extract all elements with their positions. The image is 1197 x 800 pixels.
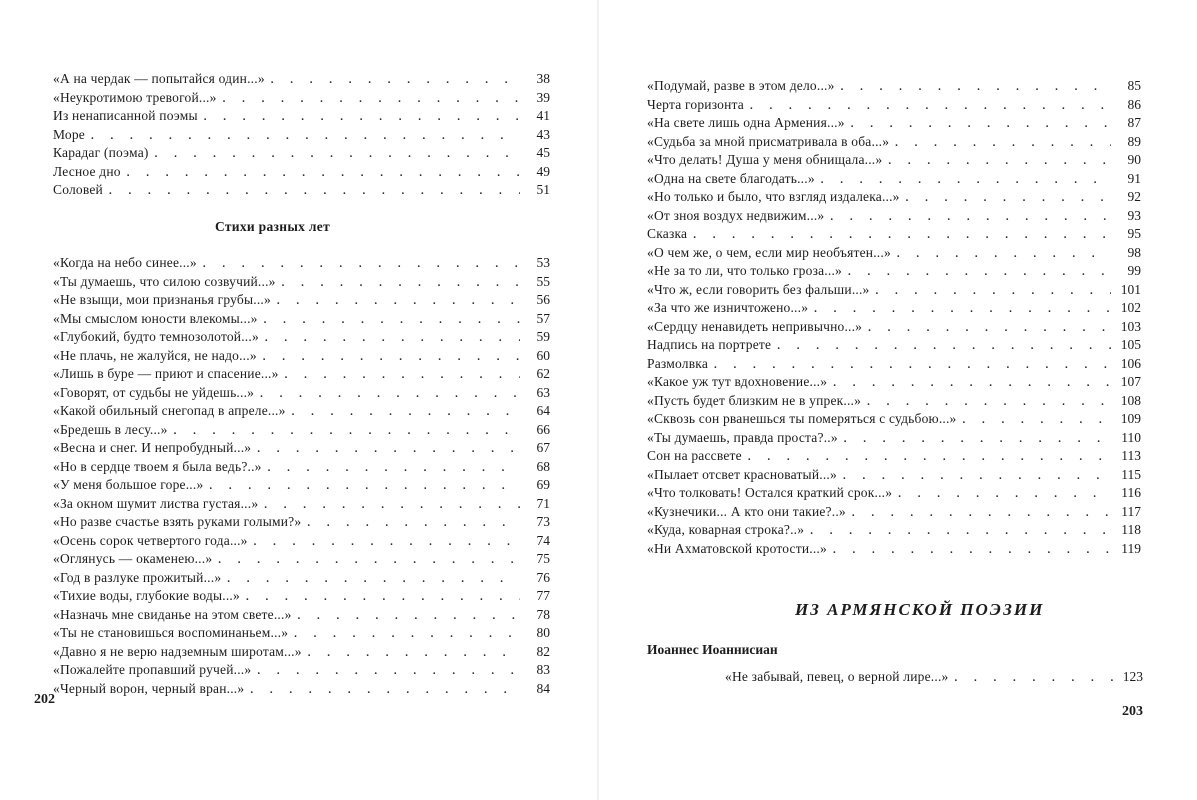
toc-entry	[647, 114, 1141, 133]
toc-entry-page: 38	[536, 71, 550, 86]
toc-entry	[647, 466, 1141, 485]
dot-leader	[851, 115, 1111, 134]
toc-entry-page: 69	[536, 477, 550, 492]
dot-leader	[223, 90, 520, 109]
toc-entry-title: «Какое уж тут вдохновение...»	[647, 374, 828, 389]
toc-entry-title: «На свете лишь одна Армения...»	[647, 115, 845, 130]
toc-entry	[53, 70, 550, 89]
toc-entry	[647, 521, 1141, 540]
toc-entry-page: 89	[1127, 133, 1141, 149]
toc-entry-title: Карадаг (поэма)	[53, 145, 149, 160]
toc-entry-title: «Назначь мне свиданье на этом свете...»	[53, 606, 292, 622]
toc-entry-title: «Но разве счастье взять руками голыми?»	[53, 514, 302, 529]
toc-entry	[53, 273, 550, 292]
toc-entry-title: Соловей	[53, 182, 103, 197]
toc-entry	[647, 207, 1141, 226]
toc-entry-title: «Тихие воды, глубокие воды...»	[53, 588, 240, 603]
dot-leader	[876, 282, 1112, 301]
toc-entry-title: Сон на рассвете	[647, 448, 742, 463]
toc-entry	[647, 299, 1141, 318]
toc-entry-page: 103	[1120, 318, 1141, 334]
dot-leader	[888, 152, 1111, 171]
toc-entry-title: Море	[53, 126, 85, 142]
dot-leader	[814, 300, 1111, 319]
toc-entry	[53, 347, 550, 366]
toc-entry-page: 117	[1121, 503, 1141, 519]
toc-entry-page: 64	[536, 403, 550, 418]
page-number-left: 202	[34, 692, 55, 707]
dot-leader	[292, 403, 520, 422]
toc-entry-page: 116	[1121, 485, 1141, 500]
toc-entry	[647, 77, 1141, 96]
toc-list-top	[53, 70, 550, 200]
toc-entry-title: «Бредешь в лесу...»	[53, 421, 168, 437]
toc-entry-title: «Судьба за мной присматривала в оба...»	[647, 133, 890, 149]
toc-entry	[53, 402, 550, 421]
toc-entry-title: «Не забывай, певец, о верной лире...»	[725, 669, 949, 684]
toc-entry	[647, 225, 1141, 244]
dot-leader	[218, 551, 520, 570]
toc-entry-page: 74	[536, 532, 550, 548]
toc-entry	[53, 365, 550, 384]
toc-entry-page: 105	[1120, 337, 1141, 352]
dot-leader	[830, 208, 1111, 227]
toc-entry	[647, 355, 1141, 374]
toc-entry-page: 90	[1127, 152, 1141, 167]
toc-entry-title: «У меня большое горе...»	[53, 477, 204, 492]
toc-entry	[647, 392, 1141, 411]
toc-entry-title: «Весна и снег. И непробудный...»	[53, 440, 252, 455]
dot-leader	[109, 182, 520, 201]
toc-entry	[53, 569, 550, 588]
dot-leader	[777, 337, 1111, 356]
dot-leader	[833, 541, 1111, 560]
dot-leader	[204, 108, 520, 127]
dot-leader	[264, 496, 520, 515]
toc-entry-page: 123	[1122, 669, 1143, 684]
toc-entry-title: «Не взыщи, мои признанья грубы...»	[53, 292, 271, 307]
toc-entry-page: 102	[1120, 300, 1141, 315]
toc-entry	[53, 421, 550, 440]
toc-entry	[647, 170, 1141, 189]
toc-entry	[647, 151, 1141, 170]
toc-entry-title: «Сквозь сон рванешься ты померяться с судьбою...»	[647, 411, 957, 426]
toc-entry-page: 83	[536, 662, 550, 677]
dot-leader	[852, 504, 1111, 523]
toc-entry-title: «Осень сорок четвертого года...»	[53, 532, 248, 548]
dot-leader	[250, 681, 520, 700]
dot-leader	[285, 366, 520, 385]
dot-leader	[955, 669, 1114, 688]
toc-entry-title: «Но в сердце твоем я была ведь?..»	[53, 458, 262, 474]
toc-entry-title: «Ты думаешь, что силою созвучий...»	[53, 273, 276, 289]
toc-entry-title: «За окном шумит листва густая...»	[53, 495, 259, 511]
dot-leader	[263, 348, 520, 367]
dot-leader	[308, 644, 520, 663]
toc-entry-title: «Что толковать! Остался краткий срок...»	[647, 485, 893, 500]
toc-entry-page: 41	[536, 108, 550, 123]
toc-entry-page: 66	[536, 421, 550, 437]
toc-entry-title: «Пылает отсвет красноватый...»	[647, 466, 837, 482]
toc-list-section	[53, 254, 550, 698]
toc-entry-title: «Подумай, разве в этом дело...»	[647, 78, 835, 93]
toc-entry-title: «Что ж, если говорить без фальши...»	[647, 281, 870, 297]
toc-entry	[53, 661, 550, 680]
toc-entry	[53, 384, 550, 403]
toc-entry-page: 101	[1120, 281, 1141, 297]
dot-leader	[833, 374, 1111, 393]
dot-leader	[843, 467, 1111, 486]
toc-entry	[53, 328, 550, 347]
toc-entry	[53, 680, 550, 699]
toc-entry	[53, 181, 550, 200]
left-page	[0, 0, 598, 800]
dot-leader	[265, 329, 520, 348]
toc-entry	[647, 281, 1141, 300]
dot-leader	[227, 570, 520, 589]
dot-leader	[867, 393, 1111, 412]
toc-entry	[647, 429, 1141, 448]
dot-leader	[693, 226, 1111, 245]
toc-entry-page: 73	[536, 514, 550, 529]
toc-entry	[53, 144, 550, 163]
toc-entry-page: 106	[1120, 355, 1141, 371]
toc-entry	[725, 668, 1143, 687]
dot-leader	[821, 171, 1111, 190]
dot-leader	[268, 459, 520, 478]
toc-entry-title: «Ты не становишься воспоминаньем...»	[53, 625, 289, 640]
toc-entry-title: «Пожалейте пропавший ручей...»	[53, 662, 252, 677]
toc-entry	[647, 410, 1141, 429]
dot-leader	[848, 263, 1111, 282]
toc-entry	[647, 133, 1141, 152]
toc-entry-title: «Черный ворон, черный вран...»	[53, 680, 245, 696]
toc-list-author	[725, 668, 1143, 687]
toc-entry-page: 87	[1127, 115, 1141, 130]
toc-entry-page: 76	[536, 569, 550, 585]
dot-leader	[307, 514, 520, 533]
toc-entry-page: 77	[536, 588, 550, 603]
toc-entry-title: «Что делать! Душа у меня обнищала...»	[647, 152, 883, 167]
dot-leader	[254, 533, 520, 552]
dot-leader	[906, 189, 1111, 208]
main-heading: ИЗ АРМЯНСКОЙ ПОЭЗИИ	[795, 600, 1045, 619]
toc-entry-page: 85	[1127, 78, 1141, 93]
toc-entry-title: «Куда, коварная строка?..»	[647, 522, 805, 537]
section-heading: Стихи разных лет	[215, 219, 331, 234]
toc-entry-title: «Но только и было, что взгляд издалека...»	[647, 189, 900, 204]
toc-entry	[647, 244, 1141, 263]
toc-entry	[647, 373, 1141, 392]
dot-leader	[246, 588, 520, 607]
toc-entry-page: 86	[1127, 96, 1141, 112]
dot-leader	[898, 485, 1111, 504]
toc-entry	[53, 495, 550, 514]
toc-entry-page: 63	[536, 384, 550, 400]
dot-leader	[203, 255, 520, 274]
toc-list-right	[647, 77, 1141, 558]
dot-leader	[841, 78, 1111, 97]
dot-leader	[264, 311, 520, 330]
toc-entry-page: 57	[536, 310, 550, 326]
toc-entry	[53, 624, 550, 643]
toc-entry-page: 62	[536, 366, 550, 381]
right-page	[599, 0, 1197, 800]
dot-leader	[868, 319, 1111, 338]
toc-entry-page: 92	[1127, 189, 1141, 204]
dot-leader	[260, 385, 520, 404]
toc-entry	[53, 643, 550, 662]
toc-entry-page: 80	[536, 625, 550, 640]
dot-leader	[257, 662, 520, 681]
toc-entry-title: «Ни Ахматовской кротости...»	[647, 540, 827, 556]
toc-entry	[53, 458, 550, 477]
toc-entry-title: «За что же изничтожено...»	[647, 300, 809, 315]
toc-entry-page: 93	[1127, 207, 1141, 223]
toc-entry-page: 109	[1120, 411, 1141, 426]
toc-entry	[53, 550, 550, 569]
toc-entry-title: Размолвка	[647, 355, 709, 371]
toc-entry-title: «Не за то ли, что только гроза...»	[647, 263, 842, 278]
toc-entry-title: «А на чердак — попытайся один...»	[53, 71, 265, 86]
toc-entry-title: «Кузнечики... А кто они такие?..»	[647, 503, 846, 519]
toc-entry-title: Черта горизонта	[647, 96, 744, 112]
toc-entry-page: 84	[536, 680, 550, 696]
toc-entry-page: 68	[536, 458, 550, 474]
toc-entry-page: 39	[536, 89, 550, 105]
toc-entry	[647, 503, 1141, 522]
dot-leader	[209, 477, 520, 496]
dot-leader	[810, 522, 1111, 541]
toc-entry	[53, 107, 550, 126]
toc-entry-page: 95	[1127, 226, 1141, 241]
toc-entry	[647, 96, 1141, 115]
toc-entry-title: «Одна на свете благодать...»	[647, 170, 815, 186]
toc-entry	[53, 513, 550, 532]
dot-leader	[895, 134, 1111, 153]
dot-leader	[127, 164, 520, 183]
dot-leader	[963, 411, 1111, 430]
toc-entry-page: 113	[1121, 448, 1141, 463]
toc-entry-page: 43	[536, 126, 550, 142]
toc-entry-title: «Оглянусь — окаменею...»	[53, 551, 213, 566]
toc-entry-page: 71	[536, 495, 550, 511]
toc-entry-title: «Ты думаешь, правда проста?..»	[647, 429, 838, 445]
toc-entry-page: 60	[536, 347, 550, 363]
toc-entry-page: 56	[536, 292, 550, 307]
toc-entry-page: 53	[536, 255, 550, 270]
toc-entry-title: «Какой обильный снегопад в апреле...»	[53, 403, 286, 418]
toc-entry-title: «Не плачь, не жалуйся, не надо...»	[53, 347, 257, 363]
dot-leader	[714, 356, 1111, 375]
toc-entry-title: «От зноя воздух недвижим...»	[647, 207, 825, 223]
toc-entry-title: «Глубокий, будто темнозолотой...»	[53, 329, 259, 344]
toc-entry-page: 99	[1127, 263, 1141, 278]
toc-entry	[647, 262, 1141, 281]
toc-entry	[53, 126, 550, 145]
dot-leader	[155, 145, 520, 164]
dot-leader	[298, 607, 520, 626]
toc-entry	[53, 254, 550, 273]
toc-entry-page: 118	[1121, 522, 1141, 537]
toc-entry-title: Из ненаписанной поэмы	[53, 108, 198, 123]
toc-entry-page: 107	[1120, 374, 1141, 389]
toc-entry-title: Лесное дно	[53, 163, 121, 179]
toc-entry-title: «Мы смыслом юности влекомы...»	[53, 310, 258, 326]
dot-leader	[748, 448, 1111, 467]
toc-entry-page: 59	[536, 329, 550, 344]
toc-entry-page: 51	[536, 182, 550, 197]
toc-entry	[53, 163, 550, 182]
toc-entry-page: 82	[536, 643, 550, 659]
toc-entry	[53, 532, 550, 551]
toc-entry	[647, 188, 1141, 207]
toc-entry-page: 75	[536, 551, 550, 566]
toc-entry-page: 67	[536, 440, 550, 455]
toc-entry-title: «Неукротимою тревогой...»	[53, 89, 217, 105]
dot-leader	[277, 292, 520, 311]
dot-leader	[282, 274, 520, 293]
toc-entry	[53, 476, 550, 495]
dot-leader	[91, 127, 520, 146]
toc-entry	[53, 587, 550, 606]
toc-entry	[53, 606, 550, 625]
toc-entry	[647, 484, 1141, 503]
toc-entry-page: 115	[1121, 466, 1141, 482]
dot-leader	[257, 440, 520, 459]
dot-leader	[294, 625, 520, 644]
toc-entry-page: 49	[536, 163, 550, 179]
toc-entry	[647, 336, 1141, 355]
toc-entry-title: «Лишь в буре — приют и спасение...»	[53, 366, 279, 381]
toc-entry	[53, 291, 550, 310]
toc-entry-title: «Год в разлуке прожитый...»	[53, 569, 222, 585]
toc-entry	[53, 89, 550, 108]
dot-leader	[844, 430, 1111, 449]
toc-entry	[53, 310, 550, 329]
toc-entry	[647, 318, 1141, 337]
toc-entry	[647, 540, 1141, 559]
author-name: Иоаннес Иоаннисиан	[647, 642, 778, 657]
toc-entry-page: 98	[1127, 244, 1141, 260]
toc-entry-title: «Когда на небо синее...»	[53, 255, 197, 270]
toc-entry-page: 78	[536, 606, 550, 622]
dot-leader	[750, 97, 1111, 116]
toc-entry-title: «Пусть будет близким не в упрек...»	[647, 392, 862, 408]
toc-entry-page: 55	[536, 273, 550, 289]
toc-entry-page: 110	[1121, 429, 1141, 445]
toc-entry-page: 108	[1120, 392, 1141, 408]
toc-entry-title: «Говорят, от судьбы не уйдешь...»	[53, 384, 255, 400]
toc-entry	[647, 447, 1141, 466]
toc-entry-page: 119	[1121, 540, 1141, 556]
toc-entry	[53, 439, 550, 458]
toc-entry-title: Сказка	[647, 226, 688, 241]
toc-entry-title: Надпись на портрете	[647, 337, 772, 352]
dot-leader	[897, 245, 1111, 264]
toc-entry-page: 91	[1127, 170, 1141, 186]
toc-entry-title: «О чем же, о чем, если мир необъятен...»	[647, 244, 891, 260]
dot-leader	[174, 422, 520, 441]
toc-entry-page: 45	[536, 145, 550, 160]
dot-leader	[271, 71, 520, 90]
toc-entry-title: «Сердцу ненавидеть непривычно...»	[647, 318, 863, 334]
toc-entry-title: «Давно я не верю надземным широтам...»	[53, 643, 302, 659]
page-number-right: 203	[1122, 704, 1143, 719]
